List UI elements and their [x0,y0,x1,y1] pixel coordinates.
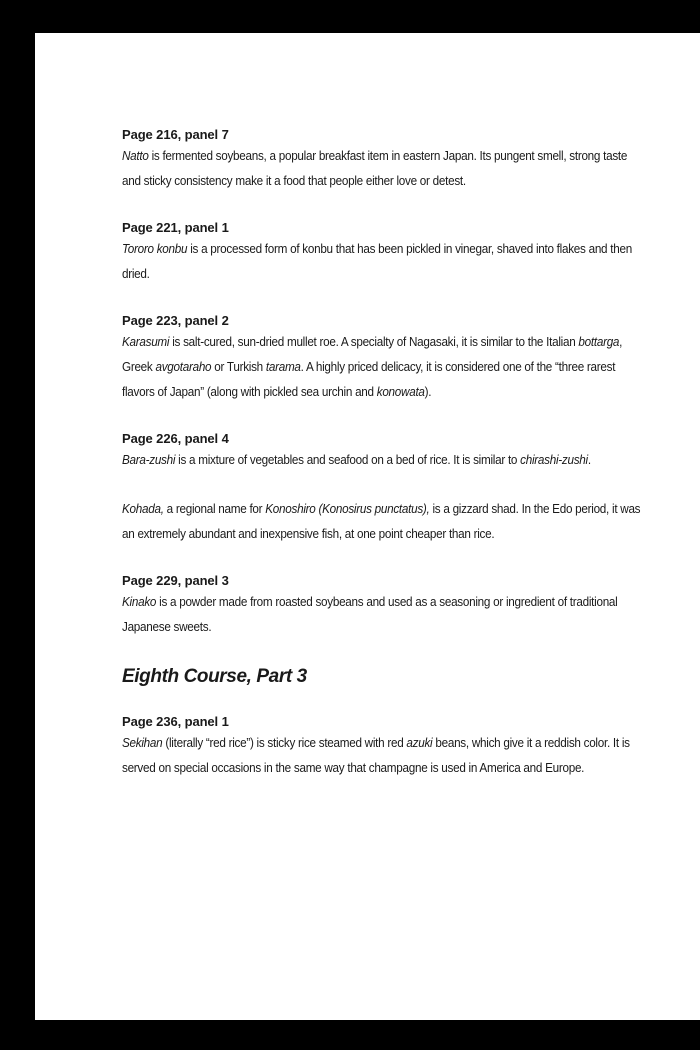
text-run: , Greek [122,335,623,374]
note-heading: Page 226, panel 4 [122,431,229,446]
italic-term: chirashi-zushi [520,453,588,467]
text-run: a regional name for [163,502,266,516]
italic-term: Kohada, [122,502,164,516]
note-heading: Page 216, panel 7 [122,127,229,142]
note-223-2 [122,311,642,405]
italic-term: Karasumi [122,335,170,349]
text-run: is a mixture of vegetables and seafood on a bed of rice. It is similar to [175,453,521,467]
section-title: Eighth Course, Part 3 [122,666,307,687]
text-run: is a powder made from roasted soybeans and used as a seasoning or ingredient of traditional Japanese sweets. [122,595,618,634]
text-run: is salt-cured, sun-dried mullet roe. A specialty of Nagasaki, it is similar to the Italian [169,335,579,349]
italic-term: Konoshiro (Konosirus punctatus), [265,502,430,516]
note-paragraph [122,448,643,473]
note-paragraph [122,731,643,781]
text-run: (literally “red rice”) is sticky rice steamed with red [162,736,407,750]
italic-term: Kinako [122,595,157,609]
italic-term: Sekihan [122,736,163,750]
book-page [35,33,700,1020]
note-heading: Page 223, panel 2 [122,313,229,328]
note-heading: Page 221, panel 1 [122,220,229,235]
text-run: is a gizzard shad. In the Edo period, it was an extremely abundant and inexpensive fish, at one point cheaper than rice. [122,502,641,541]
note-paragraph [122,330,643,405]
italic-term: avgotaraho [155,360,212,374]
italic-term: bottarga [578,335,620,349]
text-run: or Turkish [211,360,266,374]
note-paragraph [122,590,643,640]
note-236-1 [122,712,642,781]
italic-term: azuki [406,736,433,750]
note-paragraph [122,144,643,194]
text-run: is fermented soybeans, a popular breakfast item in eastern Japan. Its pungent smell, strong taste and sticky consistency make it a food that people either love or detest. [122,149,628,188]
note-229-3 [122,571,642,640]
note-216-7 [122,125,642,194]
note-paragraph [122,497,643,547]
page-content [122,125,642,805]
italic-term: tarama [265,360,301,374]
note-226-4 [122,429,642,547]
note-heading: Page 229, panel 3 [122,573,229,588]
text-run: . A highly priced delicacy, it is considered one of the “three rarest flavors of Japan” (along with pickled sea urchin and [122,360,616,399]
note-paragraph [122,237,643,287]
italic-term: Natto [122,149,149,163]
italic-term: Tororo konbu [122,242,188,256]
text-run: is a processed form of konbu that has been pickled in vinegar, shaved into flakes and then dried. [122,242,632,281]
note-heading: Page 236, panel 1 [122,714,229,729]
text-run: ). [424,385,432,399]
italic-term: konowata [376,385,425,399]
text-run: . [587,453,591,467]
text-run: beans, which give it a reddish color. It is served on special occasions in the same way that champagne is used in America and Europe. [122,736,630,775]
italic-term: Bara-zushi [122,453,176,467]
note-221-1 [122,218,642,287]
